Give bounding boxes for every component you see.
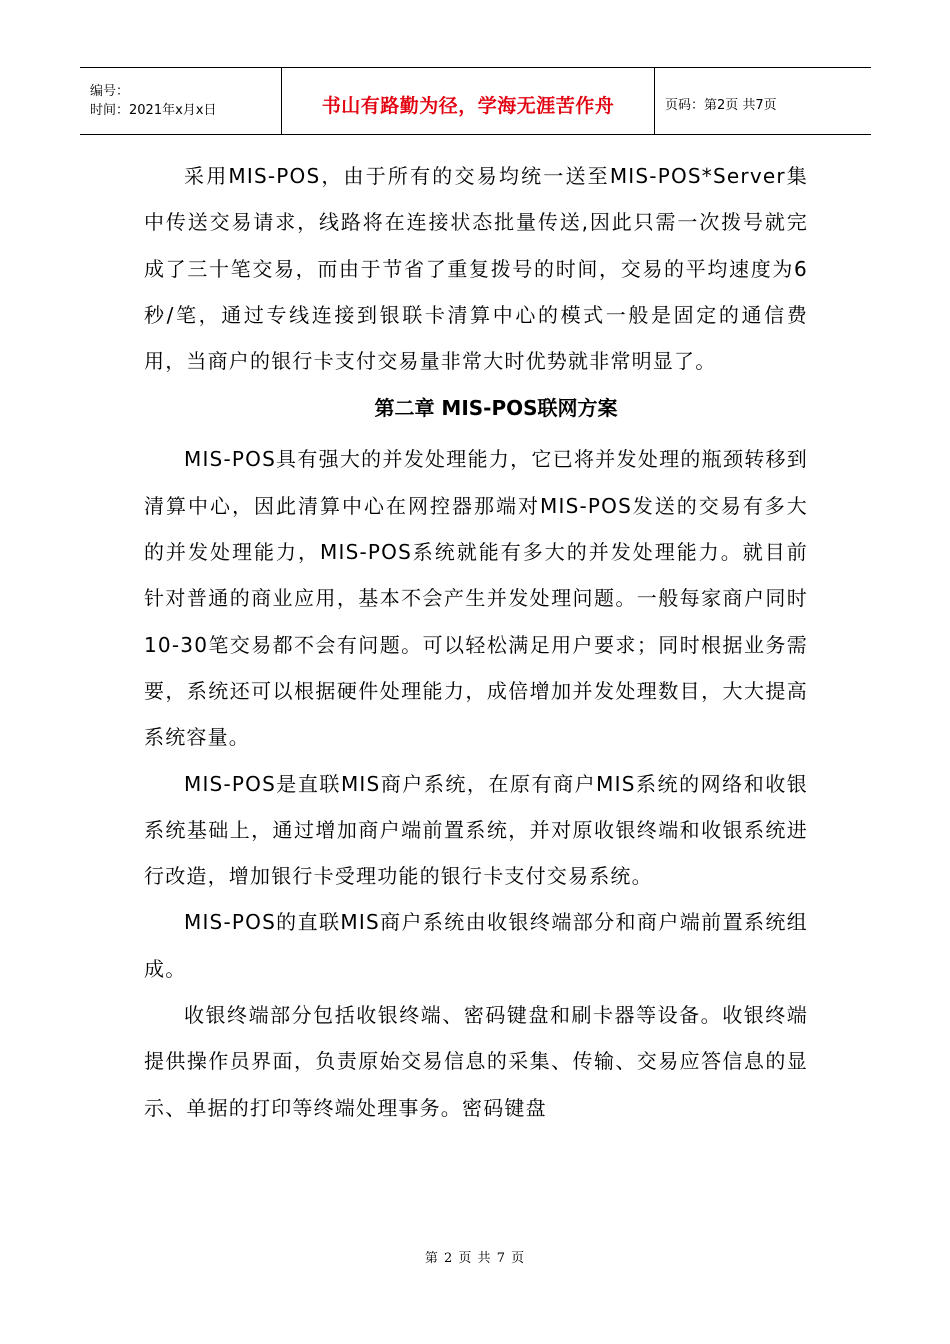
document-number-label: 编号： — [90, 84, 130, 99]
paragraph-3: MIS-POS是直联MIS商户系统，在原有商户MIS系统的网络和收银系统基础上，通过增加商户端前置系统，并对原收银终端和收银系统进行改造，增加银行卡受理功能的银行卡支付交易系统。 — [144, 771, 808, 889]
header-meta — [80, 68, 282, 134]
paragraph-2: MIS-POS具有强大的并发处理能力，它已将并发处理的瓶颈转移到清算中心，因此清算中心在网控器那端对MIS-POS发送的交易有多大的并发处理能力，MIS-POS系统就能有多大的并发处理能力。就目前针对普通的商业应用，基本不会产生并发处理问题。一般每家商户同时10-30笔交易都不会有问题。可以轻松满足用户要求；同时根据业务需要，系统还可以根据硬件处理能力，成倍增加并发处理数目，大大提高系统容量。 — [144, 447, 808, 750]
paragraph-4: MIS-POS的直联MIS商户系统由收银终端部分和商户端前置系统组成。 — [144, 910, 808, 981]
header-page-cell — [655, 68, 871, 134]
document-body — [144, 153, 808, 1131]
paragraph-5: 收银终端部分包括收银终端、密码键盘和刷卡器等设备。收银终端提供操作员界面，负责原始交易信息的采集、传输、交易应答信息的显示、单据的打印等终端处理事务。密码键盘 — [144, 1003, 808, 1120]
paragraph-1: 采用MIS-POS，由于所有的交易均统一送至MIS-POS*Server集中传送交易请求，线路将在连接状态批量传送,因此只需一次拨号就完成了三十笔交易，而由于节省了重复拨号的时间，交易的平均速度为6秒/笔，通过专线连接到银联卡清算中心的模式一般是固定的通信费用，当商户的银行卡支付交易量非常大时优势就非常明显了。 — [144, 164, 808, 374]
header-motto-cell — [282, 68, 655, 134]
header-page-info: 页码：第2页 共7页 — [665, 97, 777, 113]
document-time-label: 时间：2021年x月x日 — [90, 103, 217, 118]
page-header — [80, 67, 871, 135]
footer-page-number: 第 2 页 共 7 页 — [424, 1251, 526, 1266]
page-footer — [0, 1247, 950, 1266]
chapter-heading: 第二章 MIS-POS联网方案 — [374, 396, 618, 421]
header-motto: 书山有路勤为径，学海无涯苦作舟 — [321, 94, 615, 117]
